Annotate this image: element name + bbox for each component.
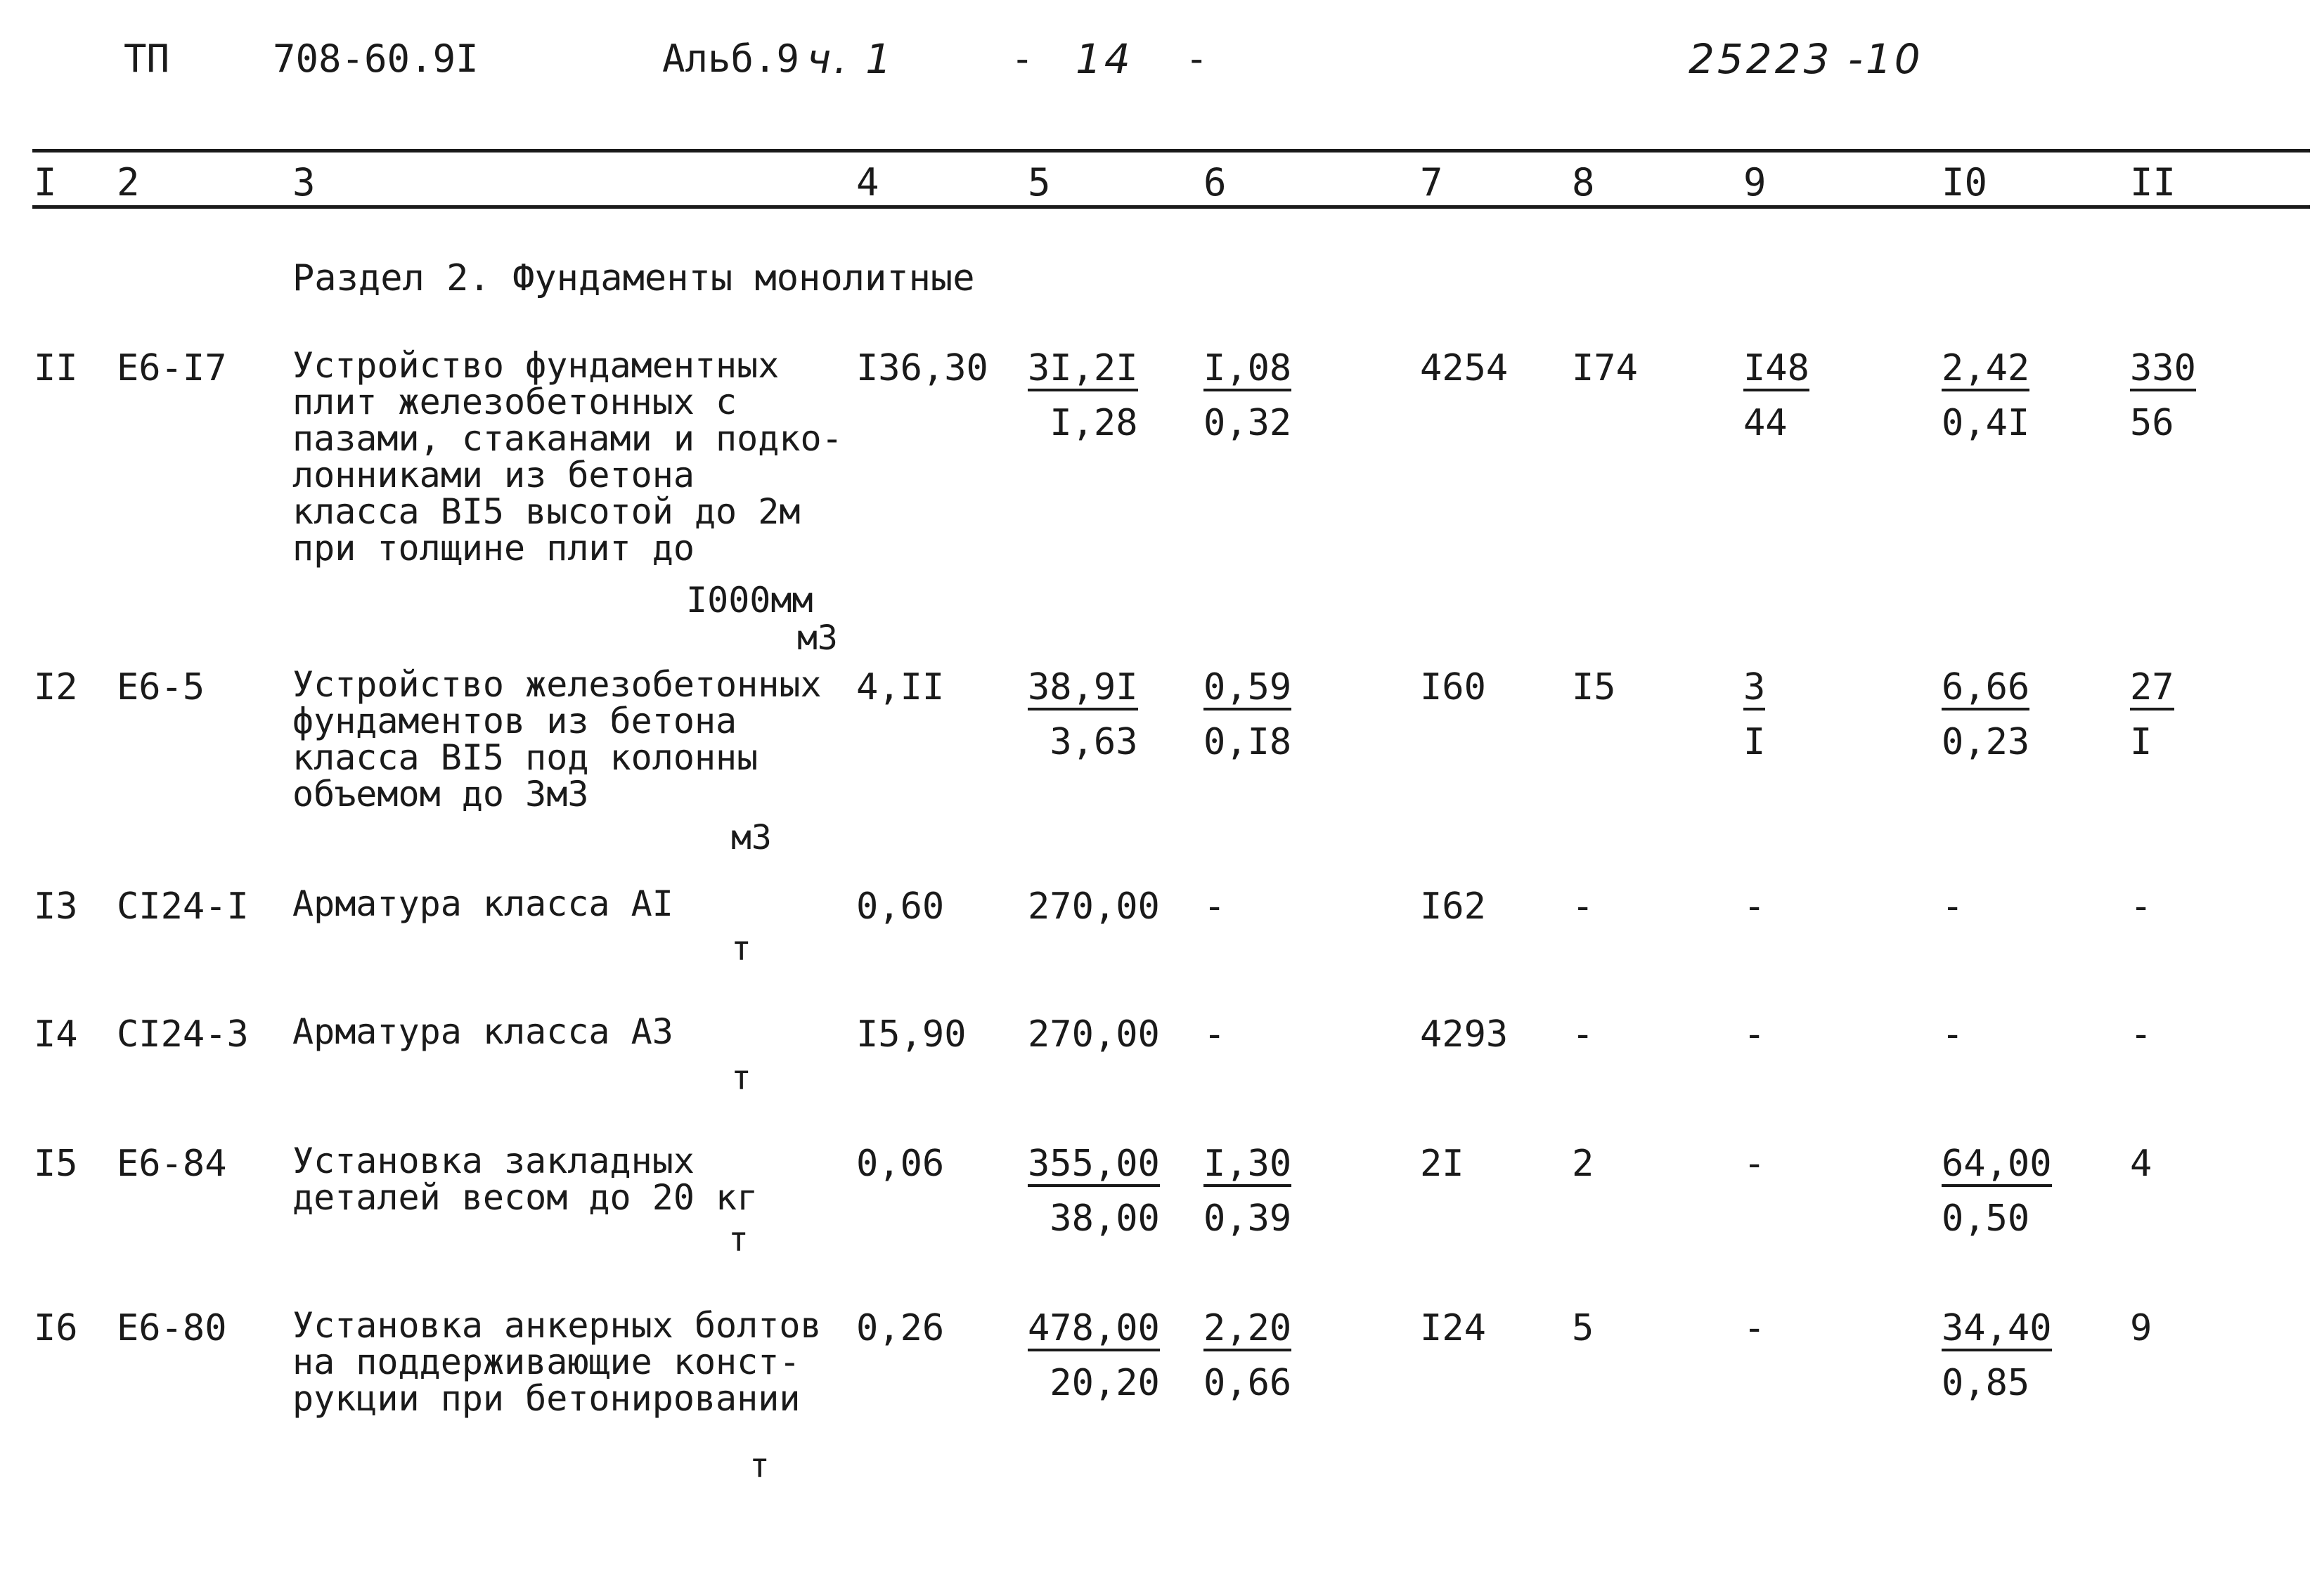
- row-wages: -: [1572, 1013, 1594, 1056]
- row-number: I5: [34, 1143, 78, 1185]
- row-total-cost: 4293: [1420, 1013, 1509, 1056]
- row-code: Е6-84: [117, 1143, 227, 1185]
- row-wages: I74: [1572, 347, 1638, 389]
- row-cost-total-numerator: 355,00: [1028, 1145, 1160, 1187]
- row-wages: -: [1572, 885, 1594, 928]
- header-dash-left: -: [1011, 37, 1034, 81]
- row-cost-machines: [1203, 1143, 1291, 1238]
- row-total-cost: I24: [1420, 1307, 1486, 1349]
- row-labor: -: [1942, 1013, 1964, 1056]
- row-description: Арматура класса А3: [292, 1011, 673, 1052]
- row-cost-machines: -: [1203, 885, 1226, 928]
- column-number-3: 3: [292, 160, 316, 205]
- row-cost-total: 270,00: [1028, 1013, 1160, 1056]
- row-labor-total: -: [2130, 885, 2152, 928]
- row-quantity: 0,06: [856, 1143, 945, 1185]
- row-machine-wages-numerator: 3: [1743, 668, 1765, 710]
- row-number: I6: [34, 1307, 78, 1349]
- row-total-cost: 4254: [1420, 347, 1509, 389]
- row-cost-machines-numerator: I,08: [1203, 349, 1291, 391]
- row-total-cost: I60: [1420, 666, 1486, 708]
- row-labor-numerator: 34,40: [1942, 1309, 2052, 1351]
- row-machine-wages-denominator: I: [1743, 721, 1766, 763]
- row-unit: м3: [797, 618, 838, 658]
- column-number-1: I: [34, 160, 57, 205]
- row-labor: [1942, 1307, 2052, 1402]
- row-machine-wages: -: [1743, 1307, 1766, 1349]
- row-quantity: I5,90: [856, 1013, 967, 1056]
- row-cost-total-numerator: 38,9I: [1028, 668, 1138, 710]
- row-cost-machines-denominator: 0,32: [1203, 402, 1292, 444]
- row-cost-total: [1028, 1307, 1160, 1402]
- row-description-extra: I000мм: [686, 580, 813, 621]
- header-dash-right: -: [1185, 37, 1208, 81]
- row-labor-total-denominator: 56: [2130, 402, 2174, 444]
- section-title: Раздел 2. Фундаменты монолитные: [292, 257, 975, 299]
- row-description: Арматура класса АI: [292, 883, 673, 924]
- row-labor: [1942, 1143, 2052, 1238]
- row-cost-total: [1028, 1143, 1160, 1238]
- column-number-5: 5: [1028, 160, 1051, 205]
- row-cost-machines-denominator: 0,39: [1203, 1198, 1292, 1240]
- row-labor-denominator: 0,50: [1942, 1198, 2030, 1240]
- row-cost-machines: [1203, 347, 1291, 442]
- header-part: ч. 1: [807, 35, 895, 83]
- row-labor-total-numerator: 27: [2130, 668, 2174, 710]
- row-machine-wages: -: [1743, 885, 1766, 928]
- row-number: I4: [34, 1013, 78, 1056]
- row-cost-machines-numerator: 0,59: [1203, 668, 1291, 710]
- row-cost-machines-denominator: 0,I8: [1203, 721, 1292, 763]
- header-album: Альб.9: [662, 37, 800, 81]
- header-page-number: 14: [1076, 35, 1133, 83]
- row-number: I2: [34, 666, 78, 708]
- row-labor: [1942, 347, 2029, 442]
- row-cost-total: [1028, 666, 1138, 761]
- table-top-rule: [32, 149, 2310, 152]
- row-quantity: 0,60: [856, 885, 945, 928]
- row-cost-machines: -: [1203, 1013, 1226, 1056]
- row-labor-denominator: 0,85: [1942, 1362, 2030, 1404]
- row-labor-total-numerator: 330: [2130, 349, 2196, 391]
- row-machine-wages: -: [1743, 1013, 1766, 1056]
- row-cost-machines-numerator: I,30: [1203, 1145, 1291, 1187]
- row-cost-total-numerator: 478,00: [1028, 1309, 1160, 1351]
- row-unit: т: [728, 1220, 749, 1259]
- header-doc-number: 25223 -10: [1689, 35, 1923, 83]
- row-quantity: I36,30: [856, 347, 988, 389]
- column-number-9: 9: [1743, 160, 1767, 205]
- row-cost-total-denominator: 3,63: [1050, 721, 1138, 763]
- row-unit: т: [731, 929, 751, 968]
- row-cost-total: [1028, 347, 1138, 442]
- row-labor-total: 4: [2130, 1143, 2152, 1185]
- row-labor-total: [2130, 347, 2196, 442]
- row-cost-total: 270,00: [1028, 885, 1160, 928]
- row-code: Е6-I7: [117, 347, 227, 389]
- column-number-6: 6: [1203, 160, 1227, 205]
- row-total-cost: I62: [1420, 885, 1486, 928]
- row-code: СI24-3: [117, 1013, 249, 1056]
- row-labor-denominator: 0,23: [1942, 721, 2030, 763]
- row-cost-total-numerator: 3I,2I: [1028, 349, 1138, 391]
- row-labor-total: -: [2130, 1013, 2152, 1056]
- column-number-10: I0: [1942, 160, 1988, 205]
- row-labor-total-denominator: I: [2130, 721, 2152, 763]
- row-machine-wages: [1743, 347, 1809, 442]
- row-cost-machines: [1203, 1307, 1291, 1402]
- row-description: Устройство железобетонных фундаментов из бетона класса BI5 под колонны объемом до 3м3: [292, 664, 822, 815]
- row-cost-total-denominator: 20,20: [1050, 1362, 1160, 1404]
- row-code: Е6-5: [117, 666, 205, 708]
- row-machine-wages: [1743, 666, 1765, 761]
- row-total-cost: 2I: [1420, 1143, 1464, 1185]
- column-number-8: 8: [1572, 160, 1595, 205]
- header-code: ТП: [124, 37, 170, 81]
- row-labor-total: 9: [2130, 1307, 2152, 1349]
- header-project: 708-60.9I: [273, 37, 479, 81]
- row-labor: [1942, 666, 2029, 761]
- table-header-rule: [32, 205, 2310, 209]
- row-machine-wages-numerator: I48: [1743, 349, 1809, 391]
- column-number-4: 4: [856, 160, 879, 205]
- row-labor-numerator: 6,66: [1942, 668, 2029, 710]
- row-labor-total: [2130, 666, 2174, 761]
- row-description: Устройство фундаментных плит железобетонных с пазами, стаканами и подко- лонниками из бетона класса BI5 высотой до 2м при толщине плит до: [292, 345, 843, 569]
- row-wages: I5: [1572, 666, 1616, 708]
- row-labor-denominator: 0,4I: [1942, 402, 2030, 444]
- row-code: СI24-I: [117, 885, 249, 928]
- row-quantity: 4,II: [856, 666, 945, 708]
- row-description: Установка закладных деталей весом до 20 кг: [292, 1141, 758, 1218]
- row-unit: т: [731, 1058, 751, 1098]
- row-machine-wages-denominator: 44: [1743, 402, 1788, 444]
- row-number: I3: [34, 885, 78, 928]
- row-cost-machines: [1203, 666, 1291, 761]
- column-number-2: 2: [117, 160, 140, 205]
- row-wages: 2: [1572, 1143, 1594, 1185]
- column-number-7: 7: [1420, 160, 1443, 205]
- row-wages: 5: [1572, 1307, 1594, 1349]
- row-cost-machines-numerator: 2,20: [1203, 1309, 1291, 1351]
- row-description: Установка анкерных болтов на поддерживающие конст- рукции при бетонировании: [292, 1305, 822, 1419]
- row-labor-numerator: 64,00: [1942, 1145, 2052, 1187]
- row-cost-total-denominator: I,28: [1050, 402, 1138, 444]
- row-labor: -: [1942, 885, 1964, 928]
- column-number-11: II: [2130, 160, 2176, 205]
- row-cost-machines-denominator: 0,66: [1203, 1362, 1292, 1404]
- row-unit: м3: [731, 818, 772, 857]
- row-cost-total-denominator: 38,00: [1050, 1198, 1160, 1240]
- row-code: Е6-80: [117, 1307, 227, 1349]
- row-machine-wages: -: [1743, 1143, 1766, 1185]
- row-number: II: [34, 347, 78, 389]
- row-unit: т: [749, 1446, 770, 1486]
- row-quantity: 0,26: [856, 1307, 945, 1349]
- row-labor-numerator: 2,42: [1942, 349, 2029, 391]
